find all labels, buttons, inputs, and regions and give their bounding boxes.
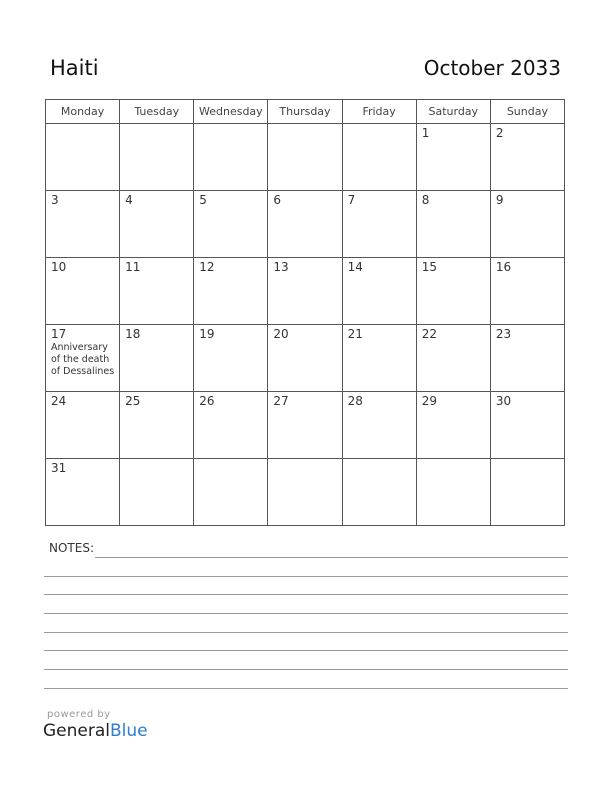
day-cell	[194, 258, 268, 325]
day-cell	[416, 124, 490, 191]
note-line	[44, 669, 568, 670]
day-cell	[268, 124, 342, 191]
day-number: 18	[125, 327, 141, 341]
note-line	[44, 594, 568, 595]
week-row-1	[46, 124, 565, 191]
day-cell	[342, 124, 416, 191]
day-cell	[120, 459, 194, 526]
weekday-wednesday: Wednesday	[194, 100, 268, 124]
day-cell	[46, 325, 120, 392]
weekday-sunday: Sunday	[490, 100, 564, 124]
day-cell	[120, 258, 194, 325]
day-number: 8	[421, 193, 430, 207]
day-cell	[490, 191, 564, 258]
week-row-2	[46, 191, 565, 258]
day-number: 26	[199, 394, 215, 408]
day-number: 14	[347, 260, 363, 274]
generalblue-logo[interactable]	[43, 721, 148, 741]
day-cell	[268, 459, 342, 526]
day-number: 12	[199, 260, 215, 274]
day-cell	[416, 258, 490, 325]
day-cell	[416, 459, 490, 526]
day-cell	[46, 258, 120, 325]
brand-general-text: General	[43, 721, 110, 741]
day-number: 4	[125, 193, 133, 207]
day-cell	[46, 124, 120, 191]
holiday-label: Anniversary of the death of Dessalines	[51, 342, 115, 377]
day-number: 23	[495, 327, 512, 341]
day-cell	[342, 191, 416, 258]
week-row-3	[46, 258, 565, 325]
day-cell	[416, 392, 490, 459]
day-number: 24	[51, 394, 67, 408]
day-cell	[46, 392, 120, 459]
note-line	[44, 688, 568, 689]
day-cell	[342, 258, 416, 325]
day-number: 20	[273, 327, 289, 341]
note-line	[44, 650, 568, 651]
day-cell	[46, 459, 120, 526]
day-cell	[120, 392, 194, 459]
day-number: 16	[495, 260, 512, 274]
day-number: 9	[495, 193, 504, 207]
note-line	[44, 632, 568, 633]
day-cell	[194, 124, 268, 191]
day-number: 22	[421, 327, 437, 341]
day-cell	[416, 325, 490, 392]
day-number: 31	[51, 461, 67, 475]
day-number: 17	[51, 327, 67, 341]
day-cell	[342, 392, 416, 459]
day-cell	[194, 325, 268, 392]
day-cell	[490, 124, 564, 191]
day-cell	[46, 191, 120, 258]
week-row-4	[46, 325, 565, 392]
note-line	[95, 557, 568, 558]
month-year-title: October 2033	[423, 56, 561, 80]
day-number: 29	[421, 394, 437, 408]
day-cell	[342, 325, 416, 392]
note-line	[44, 613, 568, 614]
day-number: 5	[199, 193, 207, 207]
day-cell	[416, 191, 490, 258]
weekday-saturday: Saturday	[416, 100, 490, 124]
day-cell	[490, 258, 564, 325]
day-cell	[342, 459, 416, 526]
day-cell	[268, 258, 342, 325]
weekday-monday: Monday	[46, 100, 120, 124]
day-number: 10	[51, 260, 67, 274]
weekday-friday: Friday	[342, 100, 416, 124]
day-number: 27	[273, 394, 289, 408]
week-row-6	[46, 459, 565, 526]
day-number: 2	[495, 126, 504, 140]
day-cell	[120, 325, 194, 392]
note-line	[44, 576, 568, 577]
day-number: 28	[347, 394, 363, 408]
day-cell	[194, 459, 268, 526]
day-cell	[490, 325, 564, 392]
day-cell	[268, 191, 342, 258]
day-cell	[194, 191, 268, 258]
day-number: 7	[347, 193, 356, 207]
day-cell	[490, 459, 564, 526]
day-number: 6	[273, 193, 282, 207]
day-number: 25	[125, 394, 141, 408]
country-title: Haiti	[50, 56, 99, 80]
day-cell	[268, 392, 342, 459]
day-cell	[490, 392, 564, 459]
weekday-thursday: Thursday	[268, 100, 342, 124]
weekday-tuesday: Tuesday	[120, 100, 194, 124]
brand-blue-text: Blue	[110, 721, 148, 741]
powered-by-label: powered by	[47, 709, 111, 720]
day-number: 13	[273, 260, 289, 274]
day-number: 15	[421, 260, 437, 274]
day-number: 11	[125, 260, 141, 274]
day-cell	[120, 124, 194, 191]
day-number: 3	[51, 193, 59, 207]
day-number: 1	[421, 126, 430, 140]
day-cell	[120, 191, 194, 258]
day-number: 19	[199, 327, 215, 341]
day-number: 30	[495, 394, 512, 408]
day-number: 21	[347, 327, 363, 341]
week-row-5	[46, 392, 565, 459]
weekday-header-row	[46, 100, 565, 124]
day-cell	[194, 392, 268, 459]
calendar-grid	[45, 99, 565, 526]
notes-label: NOTES:	[49, 541, 94, 555]
day-cell	[268, 325, 342, 392]
